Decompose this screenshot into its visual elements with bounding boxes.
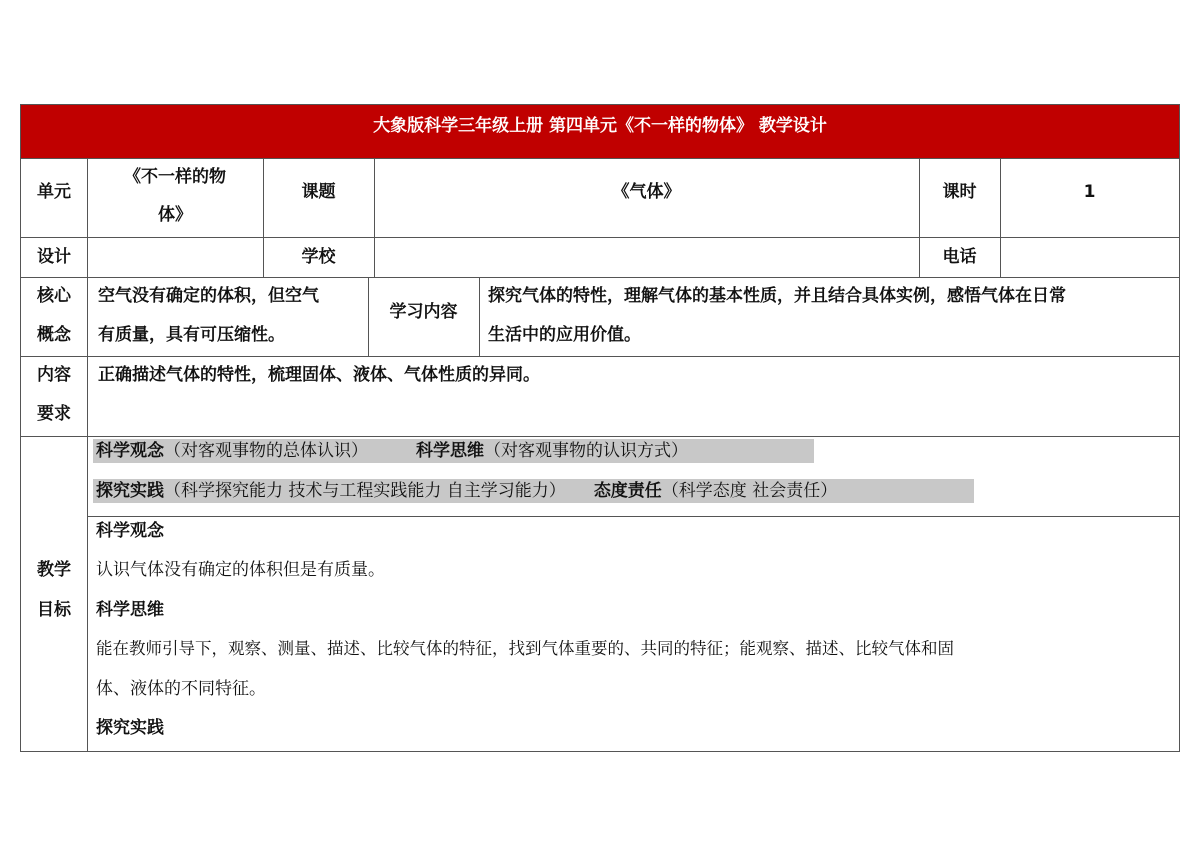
requirement-label-line2: 要求 (37, 404, 71, 424)
row-divider (21, 436, 1179, 437)
highlight-bar (93, 439, 814, 463)
core-concept-label-line1: 核心 (37, 286, 71, 306)
section-heading-inquiry-practice: 探究实践 (96, 718, 164, 738)
table-title: 大象版科学三年级上册 第四单元《不一样的物体》 教学设计 (21, 105, 1179, 158)
section-heading-science-thinking: 科学思维 (96, 600, 164, 620)
highlight-line-2 (93, 479, 974, 503)
inquiry-practice-desc: （科学探究能力 技术与工程实践能力 自主学习能力） (164, 481, 566, 501)
section-heading-science-concept: 科学观念 (96, 521, 164, 541)
design-label: 设计 (37, 247, 71, 267)
science-concept-tag: 科学观念 (96, 441, 164, 461)
period-label: 课时 (942, 182, 977, 202)
attitude-responsibility-desc: （科学态度 社会责任） (661, 481, 838, 501)
core-concept-line2: 有质量，具有可压缩性。 (98, 325, 285, 345)
lesson-value: 《气体》 (612, 182, 681, 202)
unit-value-line2: 体》 (158, 205, 192, 225)
lesson-plan-table (20, 104, 1180, 752)
unit-label: 单元 (37, 182, 71, 202)
unit-value-line1: 《不一样的物 (124, 167, 226, 187)
science-thinking-tag: 科学思维 (416, 441, 484, 461)
core-concept-line1: 空气没有确定的体积，但空气 (98, 286, 319, 306)
column-divider (479, 277, 480, 356)
section-text-science-concept: 认识气体没有确定的体积但是有质量。 (96, 560, 385, 580)
row-divider (21, 237, 1179, 238)
science-thinking-desc: （对客观事物的认识方式） (484, 441, 688, 461)
inquiry-practice-tag: 探究实践 (96, 481, 164, 501)
section-text-science-thinking-line1: 能在教师引导下，观察、测量、描述、比较气体的特征，找到气体重要的、共同的特征；能观察、描述、比较气体和固 (96, 639, 954, 658)
teaching-goal-label-line1: 教学 (37, 560, 71, 580)
highlight-bar (93, 479, 974, 503)
period-value: 1 (1083, 182, 1096, 202)
teaching-goal-label-line2: 目标 (37, 600, 71, 620)
science-concept-desc: （对客观事物的总体认识） (164, 441, 368, 461)
school-label: 学校 (301, 247, 336, 267)
section-text-science-thinking-line2: 体、液体的不同特征。 (96, 679, 266, 699)
learning-content-line2: 生活中的应用价值。 (488, 325, 641, 345)
learning-content-label: 学习内容 (389, 302, 458, 322)
requirement-label-line1: 内容 (37, 365, 71, 385)
highlight-line-1 (93, 439, 814, 463)
attitude-responsibility-tag: 态度责任 (593, 481, 662, 501)
phone-label: 电话 (942, 247, 977, 267)
requirement-text: 正确描述气体的特性，梳理固体、液体、气体性质的异同。 (98, 365, 540, 385)
learning-content-line1: 探究气体的特性，理解气体的基本性质，并且结合具体实例，感悟气体在日常 (488, 286, 1066, 306)
column-divider (87, 158, 88, 752)
core-concept-label-line2: 概念 (37, 325, 71, 345)
lesson-label: 课题 (301, 182, 336, 202)
